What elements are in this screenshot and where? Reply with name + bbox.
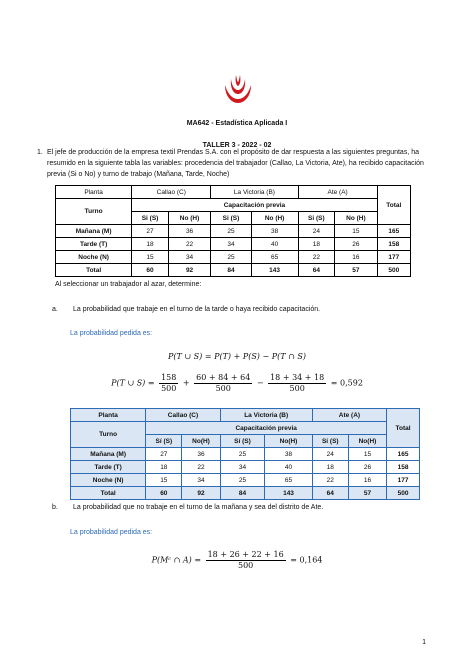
cell: 36	[168, 225, 211, 238]
header-si: Sí (S)	[312, 435, 348, 448]
subquestion-label: a.	[52, 306, 58, 313]
operator: +	[182, 378, 190, 388]
cell: 22	[168, 238, 211, 251]
cell: 38	[265, 448, 312, 461]
header-capacitacion: Capacitación previa	[132, 199, 377, 212]
header-ate: Ate (A)	[298, 186, 377, 199]
workshop-title: TALLER 3 - 2022 - 02	[202, 142, 272, 149]
cell: 60	[146, 487, 182, 500]
cell: 26	[335, 238, 378, 251]
cell: 57	[348, 487, 386, 500]
table-row	[56, 264, 411, 277]
cell: 40	[251, 238, 298, 251]
cell: 15	[132, 251, 169, 264]
header-callao: Callao (C)	[132, 186, 211, 199]
header-si: Si (S)	[298, 212, 335, 225]
table-row	[56, 251, 411, 264]
cell: 64	[298, 264, 335, 277]
denominator: 500	[161, 384, 177, 393]
header-total: Total	[387, 409, 420, 448]
row-total: 177	[377, 251, 410, 264]
cell: 18	[298, 238, 335, 251]
cell: 143	[251, 264, 298, 277]
header-turno: Turno	[56, 199, 132, 225]
row-total: 165	[377, 225, 410, 238]
header-total: Total	[377, 186, 410, 225]
cell: 92	[182, 487, 220, 500]
cell: 27	[132, 225, 169, 238]
header-no: No(H)	[348, 435, 386, 448]
formula-result: = 0,164	[290, 555, 323, 565]
row-total: 158	[377, 238, 410, 251]
formula-union: P(T ∪ S) = P(T) + P(S) − P(T ∩ S)	[168, 352, 306, 361]
cell: 65	[251, 251, 298, 264]
row-label: Total	[56, 264, 132, 277]
question-1	[37, 147, 435, 180]
numerator: 158	[161, 373, 177, 382]
row-total: 500	[377, 264, 410, 277]
table-row	[71, 461, 420, 474]
row-total: 500	[387, 487, 420, 500]
formula-b	[0, 550, 474, 571]
formula-result: = 0,592	[330, 378, 363, 388]
answer-intro-a: La probabilidad pedida es:	[70, 330, 153, 337]
upc-logo-icon	[222, 75, 254, 105]
header-si: Sí (S)	[220, 435, 265, 448]
formula-lhs: P(T ∪ S) =	[111, 378, 155, 388]
cell: 92	[168, 264, 211, 277]
cell: 34	[182, 474, 220, 487]
header-turno: Turno	[71, 422, 146, 448]
header-no: No(H)	[265, 435, 312, 448]
cell: 25	[220, 474, 265, 487]
operator: −	[256, 378, 264, 388]
header-no: No(H)	[182, 435, 220, 448]
row-label: Noche (N)	[71, 474, 146, 487]
formula-calculation	[0, 373, 474, 394]
header-capacitacion: Capacitación previa	[146, 422, 387, 435]
header-no: No (H)	[168, 212, 211, 225]
cell: 60	[132, 264, 169, 277]
cell: 27	[146, 448, 182, 461]
question-text: El jefe de producción de la empresa textil Prendas S.A. con el propósito de dar respuesta a las siguientes preguntas, ha resumido en la siguiente tabla las variables: procedencia del trabajador (Callao, La Victoria, Ate), ha recibido capacitación previa (Si o No) y turno de trabajo (Mañana, Tarde, Noche)	[47, 149, 424, 178]
table-row	[56, 225, 411, 238]
header-si: Si (S)	[132, 212, 169, 225]
cell: 18	[132, 238, 169, 251]
subquestion-text: La probabilidad que no trabaje en el turno de la mañana y sea del distrito de Ate.	[73, 504, 324, 511]
numerator: 18 + 34 + 18	[270, 373, 325, 382]
header-si: Si (S)	[211, 212, 251, 225]
denominator: 500	[289, 384, 305, 393]
cell: 16	[335, 251, 378, 264]
row-label: Tarde (T)	[71, 461, 146, 474]
denominator: 500	[238, 561, 254, 570]
table-row	[71, 487, 420, 500]
cell: 84	[220, 487, 265, 500]
header-no: No (H)	[335, 212, 378, 225]
question-number: 1.	[37, 149, 43, 156]
numerator: 60 + 84 + 64	[196, 373, 251, 382]
cell: 34	[211, 238, 251, 251]
cell: 143	[265, 487, 312, 500]
instruction-text: Al seleccionar un trabajador al azar, determine:	[55, 281, 202, 288]
fraction	[268, 373, 326, 394]
answer-intro-b: La probabilidad pedida es:	[70, 529, 153, 536]
row-total: 177	[387, 474, 420, 487]
table-row	[71, 474, 420, 487]
cell: 40	[265, 461, 312, 474]
cell: 25	[211, 225, 251, 238]
denominator: 500	[215, 384, 231, 393]
cell: 64	[312, 487, 348, 500]
page-number: 1	[422, 639, 426, 646]
cell: 34	[168, 251, 211, 264]
cell: 18	[312, 461, 348, 474]
fraction	[206, 550, 286, 571]
header-callao: Callao (C)	[146, 409, 220, 422]
subquestion-label: b.	[52, 504, 58, 511]
cell: 24	[298, 225, 335, 238]
cell: 57	[335, 264, 378, 277]
fraction	[194, 373, 252, 394]
header-si: Sí (S)	[146, 435, 182, 448]
header-ate: Ate (A)	[312, 409, 386, 422]
cell: 26	[348, 461, 386, 474]
header-victoria: La Victoria (B)	[220, 409, 312, 422]
cell: 25	[211, 251, 251, 264]
cell: 16	[348, 474, 386, 487]
cell: 25	[220, 448, 265, 461]
row-label: Tarde (T)	[56, 238, 132, 251]
cell: 22	[312, 474, 348, 487]
row-total: 165	[387, 448, 420, 461]
course-title: MA642 - Estadística Aplicada I	[186, 120, 288, 127]
header-victoria: La Victoria (B)	[211, 186, 298, 199]
cell: 34	[220, 461, 265, 474]
row-label: Mañana (M)	[56, 225, 132, 238]
data-table-1	[55, 185, 411, 277]
data-table-2	[70, 408, 420, 500]
table-row	[56, 238, 411, 251]
header-planta: Planta	[56, 186, 132, 199]
cell: 84	[211, 264, 251, 277]
table-row	[71, 448, 420, 461]
numerator: 18 + 26 + 22 + 16	[207, 550, 284, 559]
cell: 15	[146, 474, 182, 487]
header-no: No (H)	[251, 212, 298, 225]
row-label: Mañana (M)	[71, 448, 146, 461]
formula-lhs: P(Mᶜ ∩ A) =	[151, 555, 202, 565]
cell: 22	[298, 251, 335, 264]
cell: 24	[312, 448, 348, 461]
fraction	[159, 373, 178, 394]
cell: 22	[182, 461, 220, 474]
cell: 15	[335, 225, 378, 238]
row-label: Total	[71, 487, 146, 500]
row-total: 158	[387, 461, 420, 474]
subquestion-text: La probabilidad que trabaje en el turno de la tarde o haya recibido capacitación.	[73, 306, 321, 313]
cell: 65	[265, 474, 312, 487]
cell: 36	[182, 448, 220, 461]
header-planta: Planta	[71, 409, 146, 422]
cell: 15	[348, 448, 386, 461]
cell: 18	[146, 461, 182, 474]
row-label: Noche (N)	[56, 251, 132, 264]
cell: 38	[251, 225, 298, 238]
